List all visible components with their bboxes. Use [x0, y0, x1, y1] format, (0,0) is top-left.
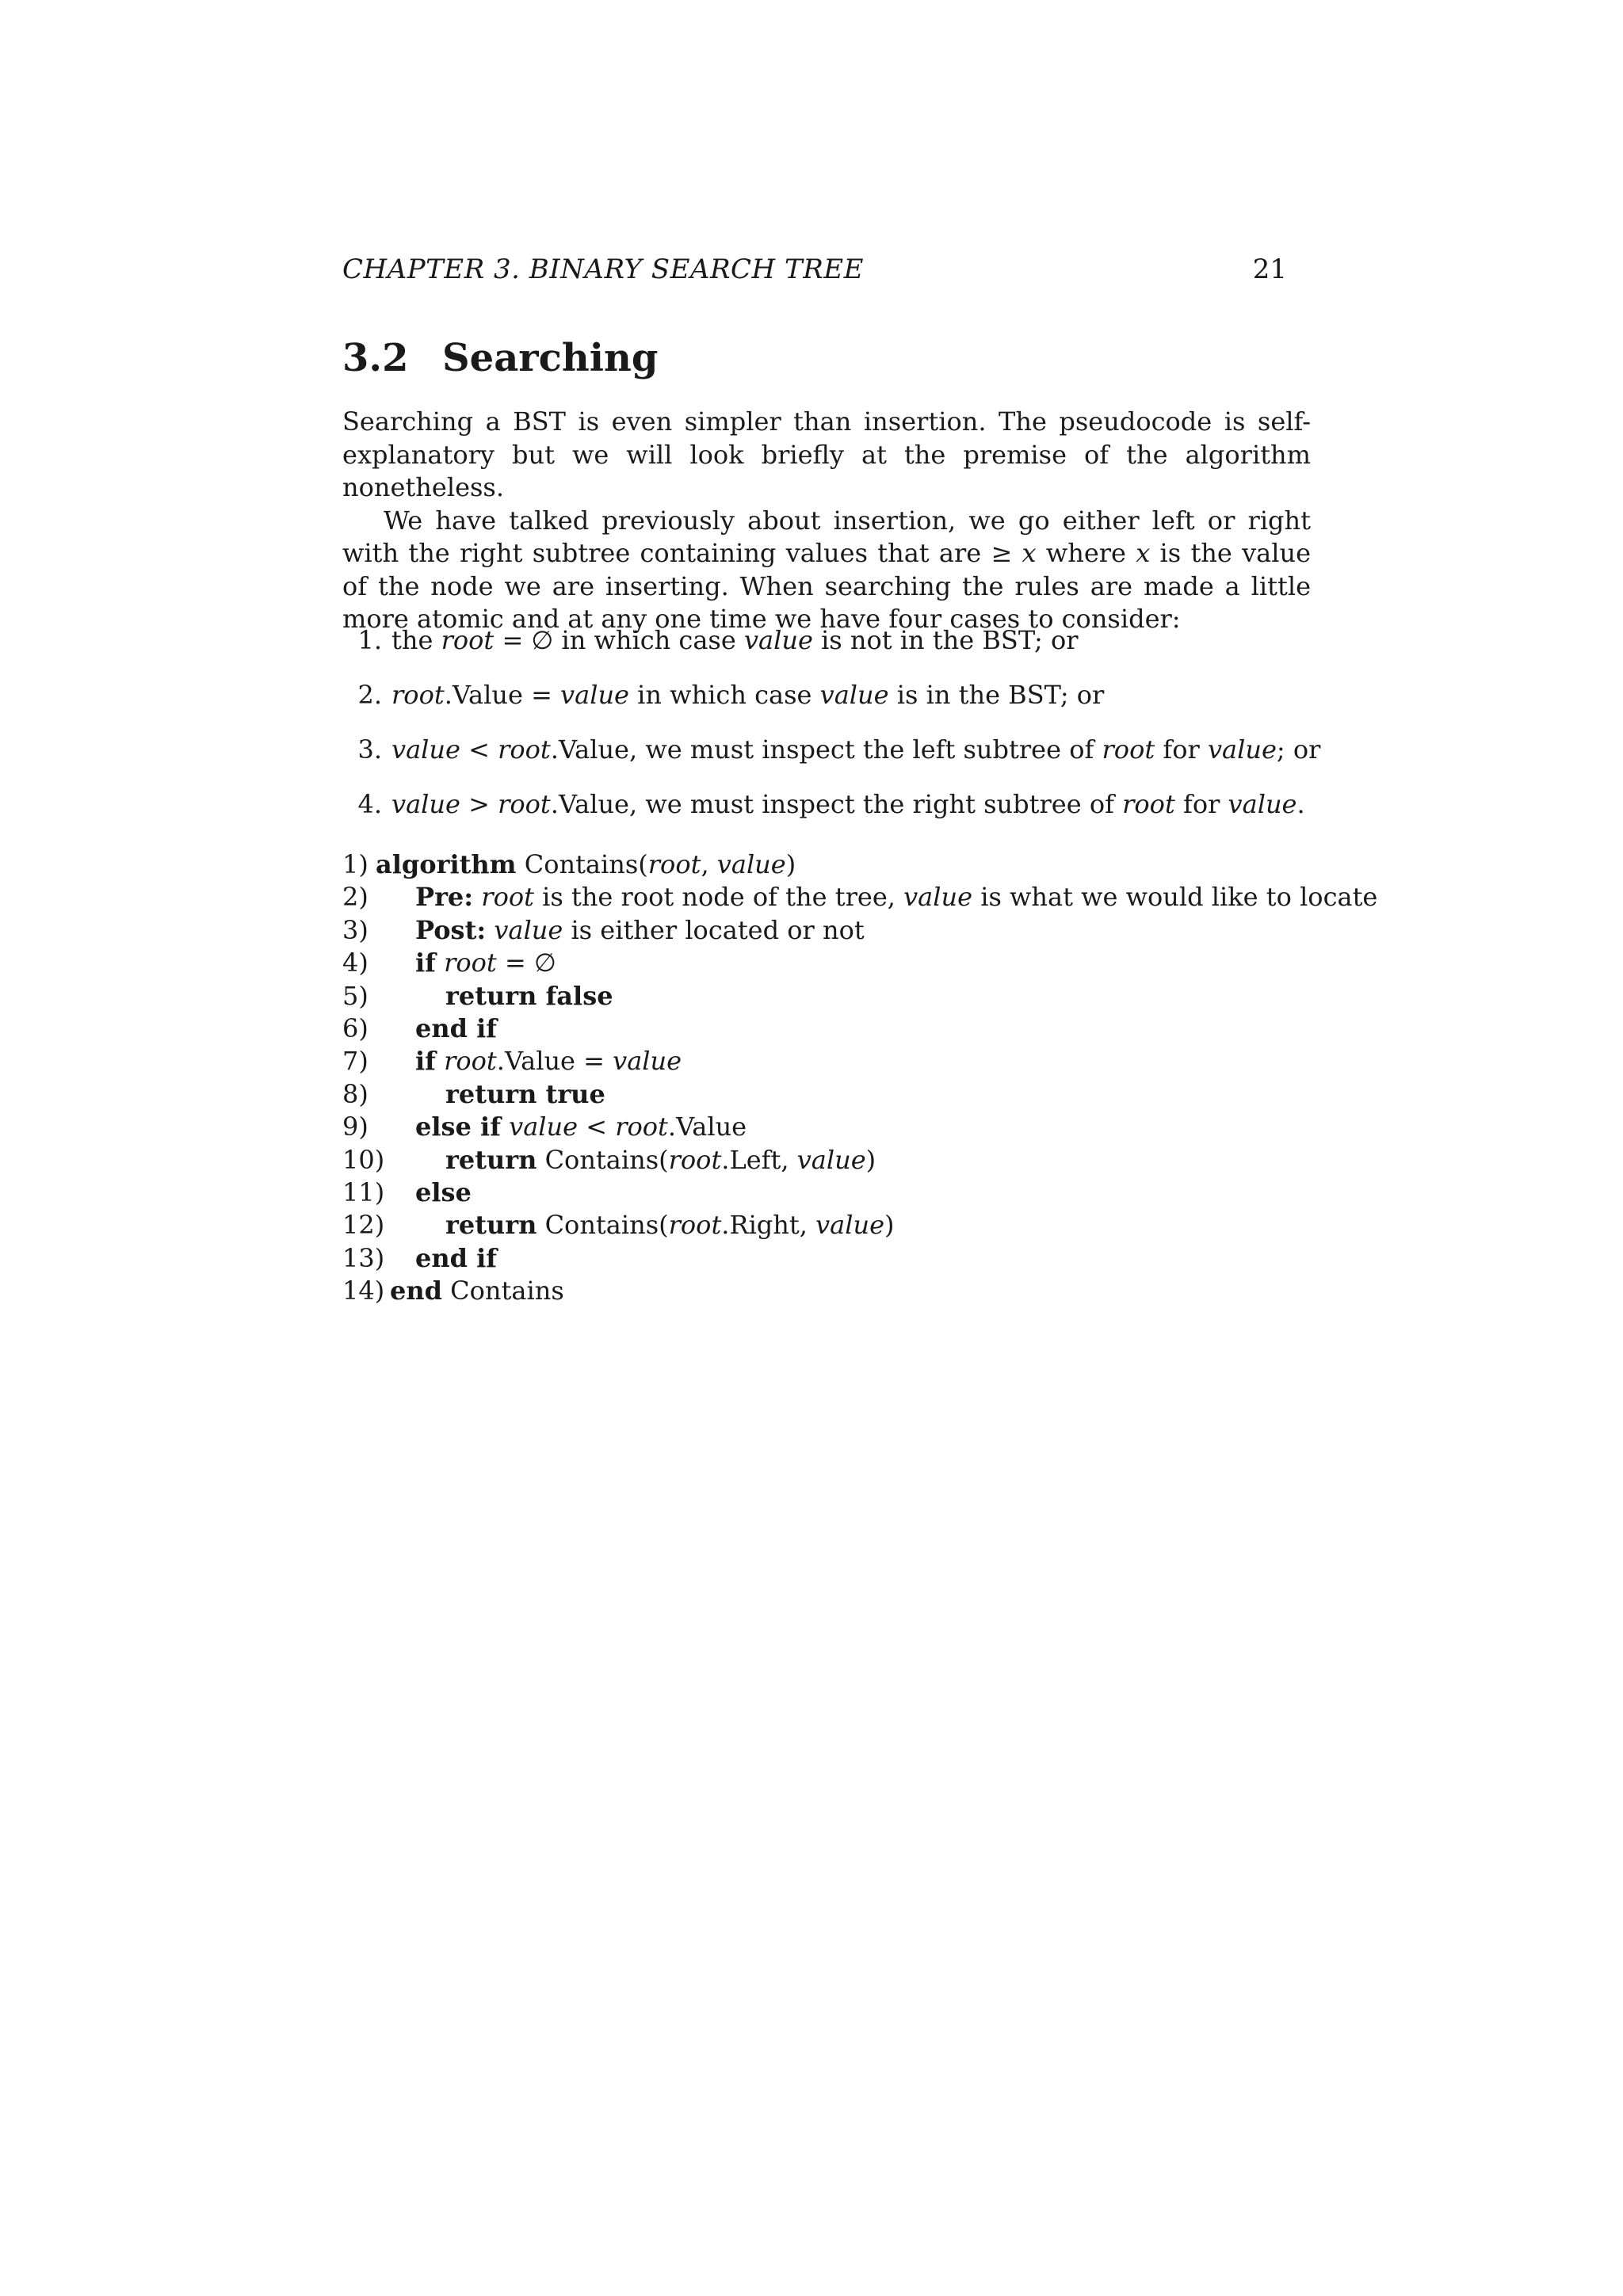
text-run: is the root node of the tree,: [533, 882, 904, 913]
section-title: Searching: [442, 336, 659, 380]
variable: root: [615, 1112, 668, 1142]
variable: root: [481, 882, 534, 913]
code-line: [342, 1078, 1373, 1111]
text-run: ; or: [1276, 734, 1321, 765]
text-run: is not in the BST; or: [812, 625, 1079, 655]
text-run: [436, 948, 444, 978]
code-line: [342, 1275, 1373, 1307]
keyword: Post:: [415, 914, 487, 945]
code-line: [342, 1144, 1373, 1177]
text-run: Searching a BST is even simpler than insertion. The pseudocode is self-explanatory but we will look briefly at the premise of the algorithm nonetheless.: [342, 406, 1311, 502]
math-symbol: ≥: [991, 538, 1022, 568]
math-symbol: <: [460, 734, 498, 765]
text-run: is what we would like to locate: [972, 882, 1378, 913]
code-line: [342, 1242, 1373, 1275]
text-run: in which case: [628, 680, 820, 710]
text-run: ): [884, 1210, 895, 1241]
text-run: [486, 915, 494, 945]
body-text: [342, 406, 1311, 636]
code-line: [342, 1013, 1373, 1045]
keyword: end if: [415, 1242, 498, 1273]
code-content: [415, 914, 865, 947]
line-number: 1): [342, 849, 369, 879]
list-marker: 1.: [357, 625, 382, 655]
math-symbol: <: [578, 1112, 616, 1142]
code-content: [415, 881, 1377, 913]
text-run: ): [785, 849, 796, 879]
line-number: 11): [342, 1177, 385, 1207]
code-line: [342, 849, 1373, 881]
text-run: [473, 882, 481, 912]
variable: value: [509, 1112, 579, 1142]
line-number: 12): [342, 1210, 385, 1241]
page-number: 21: [1252, 254, 1287, 285]
variable: value: [494, 914, 563, 945]
variable: value: [743, 625, 813, 655]
variable: root: [647, 849, 701, 879]
paragraph: [342, 505, 1311, 636]
list-marker: 3.: [357, 734, 382, 765]
text-run: .Left,: [721, 1144, 797, 1175]
math-symbol: = ∅: [496, 948, 556, 978]
variable: value: [1207, 734, 1277, 765]
variable: root: [441, 625, 495, 655]
keyword: return: [445, 1210, 537, 1241]
running-header: [342, 252, 1287, 287]
variable: value: [391, 789, 460, 819]
text-run: Contains(: [537, 1144, 669, 1175]
text-run: .Right,: [721, 1210, 816, 1241]
list-marker: 4.: [357, 789, 382, 819]
text-run: Contains(: [537, 1210, 669, 1241]
keyword: if: [415, 948, 436, 978]
list-item: [342, 679, 1373, 734]
line-number: 7): [342, 1046, 369, 1077]
keyword: if: [415, 1046, 436, 1077]
code-line: [342, 914, 1373, 947]
line-number: 4): [342, 948, 369, 978]
text-run: in which case: [553, 625, 744, 655]
line-number: 9): [342, 1112, 369, 1142]
variable: value: [815, 1210, 885, 1241]
code-line: [342, 1209, 1373, 1241]
keyword: end: [390, 1276, 442, 1306]
text-run: is either located or not: [563, 914, 865, 945]
code-line: [342, 1177, 1373, 1209]
section-number: 3.2: [342, 336, 409, 380]
line-number: 10): [342, 1144, 385, 1175]
math-symbol: = ∅: [494, 625, 554, 655]
variable: root: [668, 1210, 722, 1241]
keyword: algorithm: [376, 849, 517, 879]
keyword: end if: [415, 1013, 498, 1043]
text-run: where: [1036, 538, 1136, 568]
code-content: [415, 1013, 497, 1045]
line-number: 5): [342, 980, 369, 1011]
variable: value: [903, 882, 973, 913]
list-item: [342, 734, 1373, 788]
variable: root: [498, 734, 551, 765]
keyword: Pre:: [415, 882, 474, 913]
line-number: 2): [342, 882, 369, 913]
line-number: 13): [342, 1242, 385, 1273]
code-line: [342, 1111, 1373, 1143]
list-item-text: [391, 734, 1320, 765]
text-run: for: [1174, 789, 1228, 819]
variable: value: [796, 1144, 866, 1175]
list-item-text: [391, 625, 1079, 655]
variable: x: [1022, 538, 1037, 568]
paragraph: [342, 406, 1311, 505]
text-run: Contains(: [516, 849, 648, 879]
keyword: return false: [445, 980, 613, 1011]
variable: value: [391, 734, 460, 765]
text-run: .: [1296, 789, 1305, 819]
list-marker: 2.: [357, 680, 382, 710]
keyword: return true: [445, 1078, 605, 1109]
code-content: [445, 1209, 895, 1241]
keyword: else: [415, 1177, 472, 1207]
variable: root: [444, 1046, 497, 1077]
variable: root: [668, 1144, 722, 1175]
chapter-title: CHAPTER 3. BINARY SEARCH TREE: [342, 254, 864, 285]
text-run: .Value =: [444, 680, 561, 710]
text-run: .Value: [667, 1112, 747, 1142]
line-number: 14): [342, 1276, 385, 1306]
variable: value: [613, 1046, 682, 1077]
pseudocode-listing: [342, 849, 1378, 1307]
text-run: We have talked previously about insertion, we go either left or right with the right subtree containing values that are: [342, 505, 1311, 568]
code-content: [445, 1144, 876, 1177]
text-run: is the value of the node we are inserting. When searching the rules are made a little more atomic and at any one time we have four cases to consider:: [342, 538, 1312, 634]
list-item-text: [391, 789, 1305, 819]
variable: value: [716, 849, 786, 879]
variable: root: [1102, 734, 1155, 765]
text-run: is in the BST; or: [888, 680, 1105, 710]
text-run: for: [1155, 734, 1208, 765]
code-line: [342, 1045, 1373, 1077]
keyword: else if: [415, 1112, 501, 1142]
text-run: Contains: [442, 1276, 564, 1306]
line-number: 8): [342, 1078, 369, 1109]
code-content: [445, 980, 613, 1013]
text-run: .Value, we must inspect the left subtree of: [550, 734, 1102, 765]
code-content: [415, 1045, 682, 1077]
code-content: [390, 1275, 564, 1307]
text-run: ): [865, 1144, 876, 1175]
variable: x: [1136, 538, 1151, 568]
variable: root: [444, 948, 497, 978]
variable: value: [819, 680, 889, 710]
code-line: [342, 980, 1373, 1013]
list-item: [342, 788, 1373, 843]
code-content: [376, 849, 796, 881]
cases-list: [342, 624, 1373, 843]
line-number: 6): [342, 1013, 369, 1043]
code-content: [445, 1078, 605, 1111]
list-item: [342, 624, 1373, 679]
line-number: 3): [342, 914, 369, 945]
text-run: [501, 1112, 509, 1142]
variable: root: [391, 680, 445, 710]
text-run: .Value, we must inspect the right subtree of: [550, 789, 1123, 819]
section-heading: [342, 334, 658, 382]
text-run: [436, 1046, 444, 1076]
text-run: the: [391, 625, 441, 655]
code-content: [415, 1111, 747, 1143]
variable: root: [498, 789, 551, 819]
text-run: ,: [701, 849, 717, 879]
text-run: .Value =: [496, 1046, 613, 1077]
code-content: [415, 1177, 472, 1209]
code-line: [342, 947, 1373, 979]
code-content: [415, 1242, 497, 1275]
math-symbol: >: [460, 789, 498, 819]
variable: value: [1228, 789, 1297, 819]
variable: value: [560, 680, 629, 710]
variable: root: [1122, 789, 1175, 819]
code-line: [342, 881, 1378, 913]
list-item-text: [391, 680, 1104, 710]
code-content: [415, 947, 556, 979]
keyword: return: [445, 1144, 537, 1175]
